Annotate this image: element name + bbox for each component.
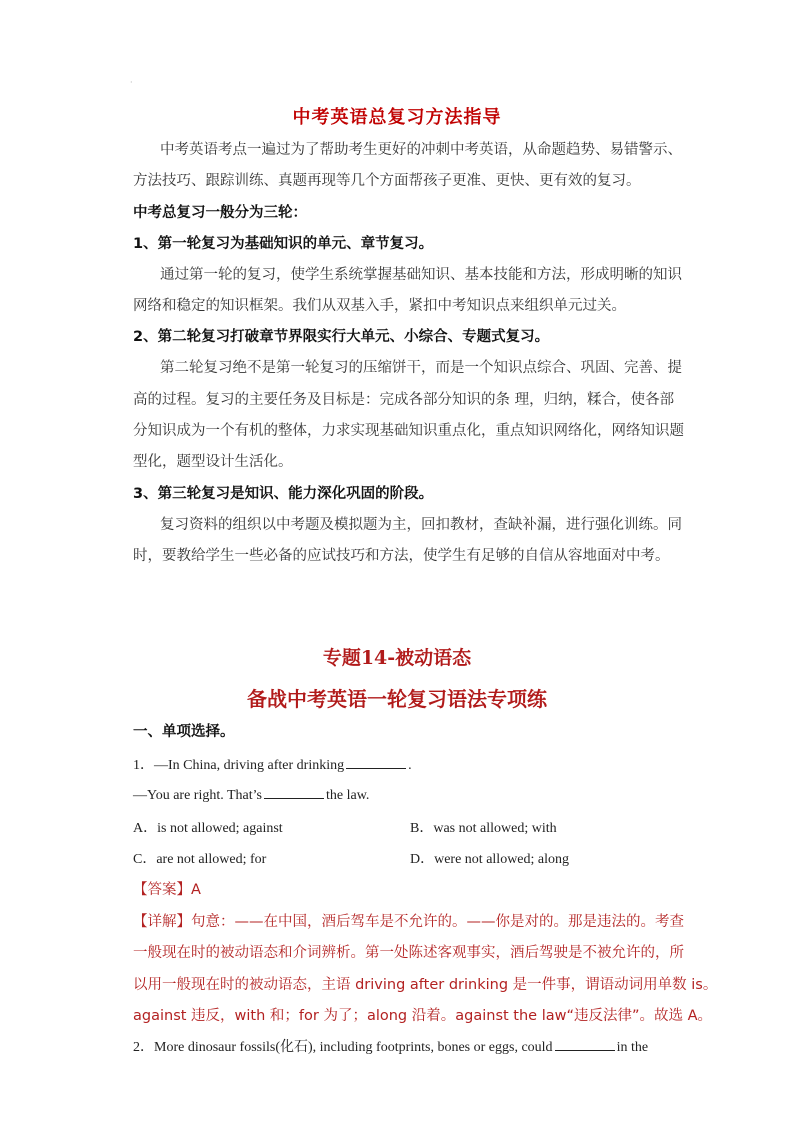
- question-1-line-1: [133, 754, 412, 774]
- topic-title: 专题14-被动语态: [322, 647, 472, 669]
- answer-line: [133, 878, 201, 899]
- question-1-stem: 1．—In China, driving after drinking: [133, 758, 345, 773]
- detail-line-3: 以用一般现在时的被动语态，主语 driving after drinking 是一件事，谓语动词用单数 is。: [133, 977, 718, 993]
- question-2: [133, 1036, 648, 1056]
- section-heading: 一、单项选择。: [133, 724, 235, 740]
- round1-heading: 1、第一轮复习为基础知识的单元、章节复习。: [133, 236, 434, 252]
- answer-blank: [264, 786, 324, 799]
- answer-label: 【答案】: [133, 882, 191, 898]
- question-1-reply: —You are right. That’s: [133, 788, 262, 803]
- question-1-line-2: [133, 786, 369, 804]
- detail-line-4: against 违反，with 和；for 为了；along 沿着。against the law“违反法律”。故选 A。: [133, 1008, 713, 1024]
- option-d: D．were not allowed; along: [410, 852, 570, 867]
- answer-blank: [555, 1038, 615, 1051]
- round3-heading: 3、第三轮复习是知识、能力深化巩固的阶段。: [133, 486, 434, 502]
- question-1-stem-end: .: [408, 758, 412, 773]
- option-a: A．is not allowed; against: [133, 821, 283, 836]
- three-rounds-heading: 中考总复习一般分为三轮：: [133, 205, 307, 221]
- question-2-stem-end: in the: [616, 1040, 649, 1055]
- round3-line-2: 时，要教给学生一些必备的应试技巧和方法，使学生有足够的自信从容地面对中考。: [133, 548, 670, 564]
- intro-line-1: 中考英语考点一遍过为了帮助考生更好的冲刺中考英语，从命题趋势、易错警示、: [160, 142, 682, 158]
- intro-line-2: 方法技巧、跟踪训练、真题再现等几个方面帮孩子更准、更快、更有效的复习。: [133, 173, 641, 189]
- detail-line-2: 一般现在时的被动语态和介词辨析。第一处陈述客观事实，酒后驾驶是不被允许的，所: [133, 945, 684, 961]
- option-c: C．are not allowed; for: [133, 852, 267, 867]
- answer-blank: [346, 756, 406, 769]
- round2-heading: 2、第二轮复习打破章节界限实行大单元、小综合、专题式复习。: [133, 329, 550, 345]
- round3-line-1: 复习资料的组织以中考题及模拟题为主，回扣教材，查缺补漏，进行强化训练。同: [160, 517, 682, 533]
- question-2-stem: 2．More dinosaur fossils(化石), including footprints, bones or eggs, could: [133, 1040, 553, 1055]
- round2-line-1: 第二轮复习绝不是第一轮复习的压缩饼干，而是一个知识点综合、巩固、完善、提: [160, 360, 682, 376]
- detail-text: 句意：——在中国，酒后驾车是不允许的。——你是对的。那是违法的。考查: [191, 914, 684, 930]
- page-title: 中考英语总复习方法指导: [292, 107, 502, 128]
- detail-line-1: [133, 910, 684, 931]
- option-b: B．was not allowed; with: [410, 821, 557, 836]
- corner-mark: ·: [130, 78, 133, 87]
- question-1-reply-end: the law.: [325, 788, 370, 803]
- topic-subtitle: 备战中考英语一轮复习语法专项练: [247, 687, 547, 711]
- round1-line-1: 通过第一轮的复习，使学生系统掌握基础知识、基本技能和方法，形成明晰的知识: [160, 267, 682, 283]
- answer-value: A: [191, 882, 201, 898]
- round2-line-4: 型化，题型设计生活化。: [133, 454, 293, 470]
- round2-line-3: 分知识成为一个有机的整体，力求实现基础知识重点化，重点知识网络化，网络知识题: [133, 423, 684, 439]
- detail-label: 【详解】: [133, 914, 191, 930]
- round1-line-2: 网络和稳定的知识框架。我们从双基入手，紧扣中考知识点来组织单元过关。: [133, 298, 626, 314]
- round2-line-2: 高的过程。复习的主要任务及目标是：完成各部分知识的条 理，归纳，糅合，使各部: [133, 392, 675, 408]
